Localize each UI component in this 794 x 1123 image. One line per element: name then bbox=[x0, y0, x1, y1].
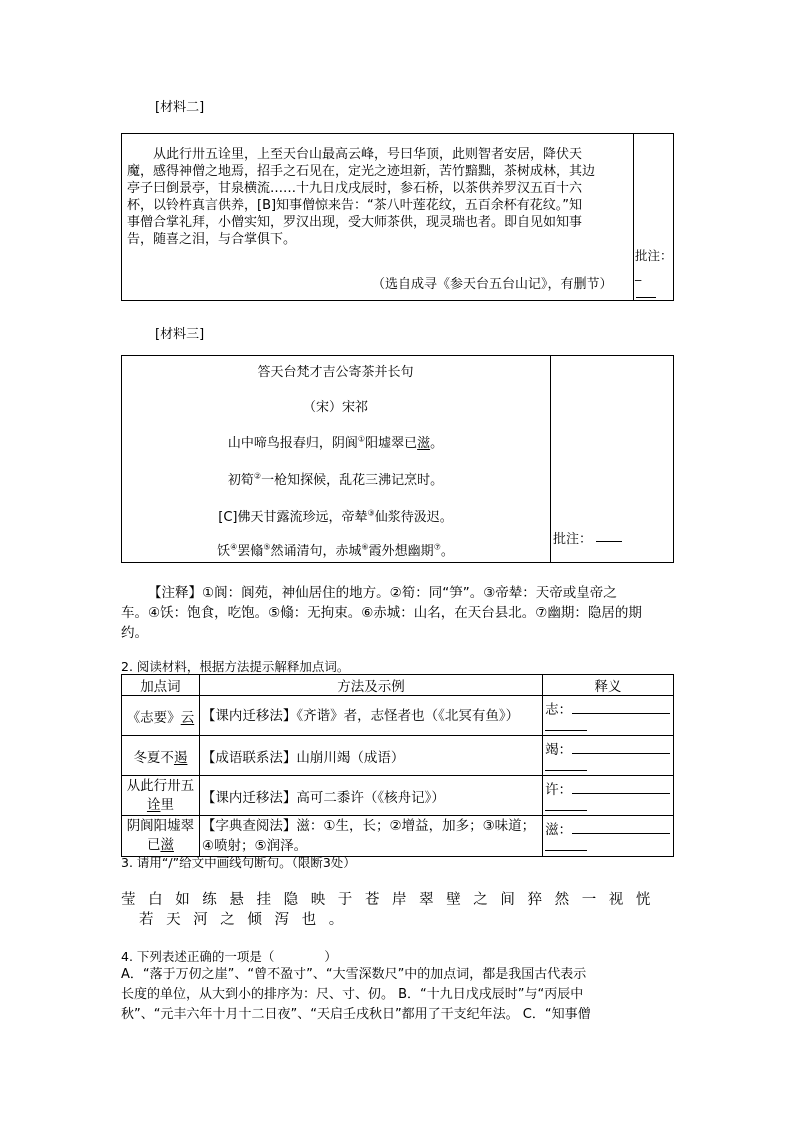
poem-line-1: 山中啼鸟报春归，阴阆①阳墟翠已滋。 bbox=[227, 434, 444, 451]
question4-line: 秋”、“元丰六年十月十二日夜”、“天启壬戌秋日”都用了干支纪年法。 C．“知事僧 bbox=[121, 1007, 591, 1022]
material3-annotation-label: 批注： bbox=[553, 532, 593, 547]
row-answer[interactable]: 竭： bbox=[543, 736, 674, 776]
question4-prompt: 4. 下列表述正确的一项是（ ） bbox=[121, 949, 337, 964]
row-word: 冬夏不遏 bbox=[122, 736, 200, 776]
material3-poem bbox=[121, 361, 550, 559]
row-word: 阴阆阳墟翠已滋 bbox=[122, 816, 200, 857]
notes-line: 【注释】①阆：阆苑，神仙居住的地方。②筍：同“笋”。③帝辇：天帝或皇帝之 bbox=[148, 585, 617, 601]
material2-line: 杯，以铃杵真言供养，[B]知事僧惊来告：“茶八叶莲花纹，五百余杯有花纹。”知 bbox=[127, 198, 583, 213]
question4-line: A．“落于万仞之崖”、“曾不盈寸”、“大雪深数尺”中的加点词，都是我国古代表示 bbox=[121, 967, 587, 982]
notes-line: 约。 bbox=[121, 625, 148, 641]
notes-line: 车。④饫：饱食，吃饱。⑤翛：无拘束。⑥赤城：山名，在天台县北。⑦幽期：隐居的期 bbox=[121, 605, 642, 621]
material2-text bbox=[127, 146, 633, 248]
notes-block bbox=[121, 583, 681, 643]
poem-author: （宋）宋祁 bbox=[302, 400, 368, 415]
material2-line: 从此行卅五诠里，上至天台山最高云峰，号曰华顶，此则智者安居，降伏天 bbox=[153, 147, 583, 162]
material2-annotation-label: 批注：_ bbox=[635, 248, 673, 281]
table-header-row bbox=[122, 675, 674, 696]
poem-line-4: 饫④罢翛⑤然诵清句，赤城⑥霞外想幽期⑦。 bbox=[217, 542, 454, 559]
row-word: 从此行卅五诠里 bbox=[122, 776, 200, 816]
row-answer[interactable]: 滋： bbox=[543, 816, 674, 857]
row-method: 【成语联系法】山崩川竭（成语） bbox=[199, 736, 542, 776]
material2-source: （选自成寻《参天台五台山记》，有删节） bbox=[372, 277, 613, 292]
row-method: 【课内迁移法】《齐谐》者，志怪者也（《北冥有鱼》） bbox=[199, 696, 542, 736]
question3-prompt: 3. 请用“/”给文中画线句断句。（限断3处） bbox=[121, 855, 356, 870]
row-answer[interactable]: 志： bbox=[543, 696, 674, 736]
table-row bbox=[122, 736, 674, 776]
question3-sentence-line2: 若天河之倾泻也。 bbox=[139, 912, 356, 928]
material3-heading: [材料三] bbox=[155, 327, 205, 342]
question2-table bbox=[121, 674, 674, 857]
table-row bbox=[122, 816, 674, 857]
material2-line: 魔，感得神僧之地焉，招手之石见在，定光之迹坦新，苦竹黯黜，茶树成林，其边 bbox=[127, 164, 596, 179]
question4-options bbox=[121, 965, 681, 1025]
poem-title: 答天台梵才吉公寄茶并长句 bbox=[257, 365, 414, 380]
header-answer: 释义 bbox=[543, 675, 674, 696]
material2-line: 事僧合掌礼拜，小僧实知，罗汉出现，受大师茶供，现灵瑞也者。即自见如知事 bbox=[127, 215, 583, 230]
marked-word: 滋 bbox=[417, 436, 431, 451]
material2-divider bbox=[633, 133, 634, 301]
table-row bbox=[122, 776, 674, 816]
material3-annotation-blank[interactable] bbox=[596, 541, 622, 542]
row-method: 【字典查阅法】滋：①生，长；②增益，加多；③味道；④喷射；⑤润泽。 bbox=[199, 816, 542, 857]
row-answer[interactable]: 许： bbox=[543, 776, 674, 816]
question4-line: 长度的单位，从大到小的排序为：尺、寸、仞。 B．“十九日戊戌辰时”与“丙辰中 bbox=[121, 987, 584, 1002]
poem-line-2: 初筍②一枪知探候，乱花三沸记烹时。 bbox=[227, 471, 444, 488]
header-method: 方法及示例 bbox=[199, 675, 542, 696]
question2-prompt: 2. 阅读材料，根据方法提示解释加点词。 bbox=[121, 659, 350, 674]
table-row bbox=[122, 696, 674, 736]
material2-annotation-blank[interactable] bbox=[636, 297, 656, 298]
material3-divider bbox=[550, 355, 551, 563]
material2-line: 告，随喜之泪，与合掌俱下。 bbox=[127, 232, 297, 247]
header-word: 加点词 bbox=[122, 675, 200, 696]
question3-sentence-line1: 莹白如练悬挂隐映于苍岸翠壁之间猝然一视恍 bbox=[121, 892, 663, 908]
material2-line: 亭子曰倒景亭，甘泉横流……十九日戊戌辰时，参石桥，以茶供养罗汉五百十六 bbox=[127, 181, 583, 196]
poem-line-3: [C]佛天甘露流珍远，帝辇③仙浆待汲迟。 bbox=[218, 508, 453, 525]
material2-heading: [材料二] bbox=[155, 100, 205, 115]
row-method: 【课内迁移法】高可二黍许（《核舟记》） bbox=[199, 776, 542, 816]
row-word: 《志要》云 bbox=[122, 696, 200, 736]
